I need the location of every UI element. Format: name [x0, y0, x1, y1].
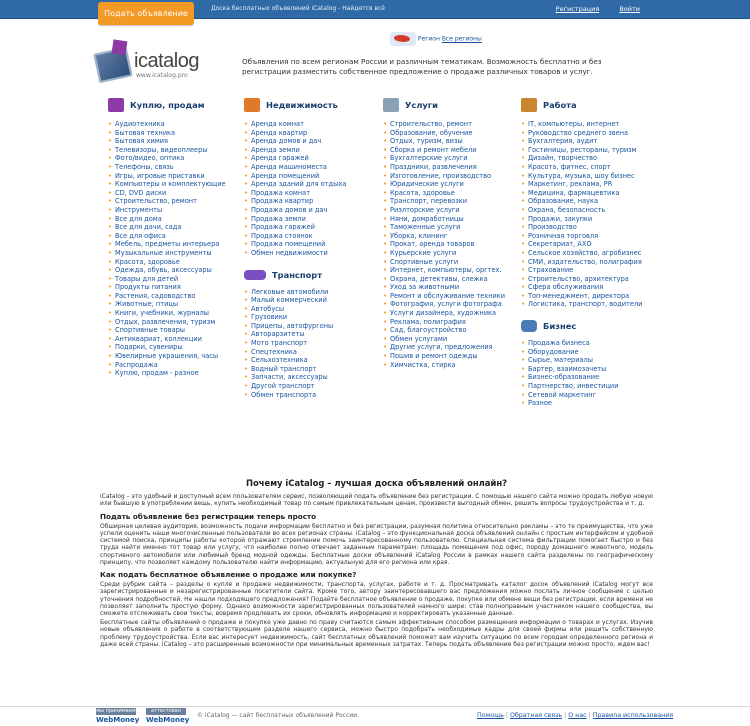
car-icon	[244, 270, 266, 280]
register-link[interactable]: Регистрация	[555, 5, 600, 13]
list-item	[244, 348, 384, 357]
region-value-link[interactable]: Все регионы	[441, 35, 482, 43]
footer-links: Помощь | Обратная связь | О нас | Правила использования	[477, 712, 674, 719]
list-item	[108, 163, 248, 172]
list-item	[108, 343, 248, 352]
category-link[interactable]: Охрана, детективы, слежка	[390, 274, 488, 283]
category-link[interactable]: Бизнес-образование	[528, 373, 600, 382]
category-link[interactable]: Бытовая техника	[115, 128, 176, 137]
list-item	[521, 258, 661, 267]
category-list	[521, 120, 661, 309]
category-title: Куплю, продам	[130, 100, 205, 110]
list-item	[244, 232, 384, 241]
category-link[interactable]: Прокат, аренда товаров	[390, 240, 475, 249]
list-item	[521, 300, 661, 309]
list-item	[108, 146, 248, 155]
category-link[interactable]: Праздники, развлечения	[390, 162, 477, 171]
list-item	[244, 206, 384, 215]
category-link[interactable]: Фото/видео, оптика	[115, 154, 185, 163]
category-link[interactable]: Пошив и ремонт одежды	[390, 352, 478, 361]
category-link[interactable]: Курьерские услуги	[390, 248, 457, 257]
category-link[interactable]: Куплю, продам - разное	[115, 369, 199, 378]
list-item	[521, 129, 661, 138]
article-subheading: Как подать бесплатное объявление о продаже или покупке?	[100, 570, 357, 580]
list-item	[244, 240, 384, 249]
category-link[interactable]: Одежда, обувь, аксессуары	[115, 266, 212, 275]
footer-link-feedback[interactable]: Обратная связь	[509, 712, 563, 719]
list-item	[244, 137, 384, 146]
list-item	[244, 322, 384, 331]
category-list	[521, 339, 661, 408]
category-link[interactable]: Продажа стоянок	[251, 231, 313, 240]
list-item	[108, 249, 248, 258]
shopping-bag-icon	[108, 98, 124, 112]
list-item	[108, 258, 248, 267]
category-link[interactable]: Ювелирные украшения, часы	[115, 352, 219, 361]
category-link[interactable]: Аренда земли	[251, 145, 300, 154]
list-item	[108, 154, 248, 163]
article-subheading: Подать объявление без регистрации теперь просто	[100, 511, 317, 521]
footer-divider	[0, 706, 750, 707]
category-link[interactable]: Спортивные товары	[115, 326, 186, 335]
list-item	[108, 283, 248, 292]
category-link[interactable]: Автобусы	[251, 304, 285, 313]
list-item	[108, 120, 248, 129]
category-link[interactable]: Отдых, развлечения, туризм	[115, 317, 216, 326]
list-item	[383, 300, 528, 309]
list-item	[521, 365, 661, 374]
category-link[interactable]: СМИ, издательство, полиграфия	[528, 257, 642, 266]
category-link[interactable]: Сырье, материалы	[528, 356, 593, 365]
list-item	[521, 356, 661, 365]
list-item	[521, 223, 661, 232]
list-item	[108, 275, 248, 284]
category-link[interactable]: Авторарзитеты	[251, 330, 305, 339]
category-link[interactable]: Продажа бизнеса	[528, 339, 590, 348]
category-link[interactable]: Мото транспорт	[251, 339, 308, 348]
list-item	[108, 232, 248, 241]
category-link[interactable]: Спецтехника	[251, 347, 297, 356]
list-item	[383, 258, 528, 267]
list-item	[383, 249, 528, 258]
category-link[interactable]: Производство	[528, 223, 577, 232]
list-item	[521, 172, 661, 181]
category-link[interactable]: Красота, здоровье	[115, 257, 180, 266]
list-item	[383, 154, 528, 163]
list-item	[108, 318, 248, 327]
list-item	[521, 197, 661, 206]
logo-url: www.icatalog.pro	[136, 72, 188, 79]
category-link[interactable]: Продукты питания	[115, 283, 181, 292]
list-item	[244, 189, 384, 198]
article-paragraph: Бесплатные сайты объявлений о продаже и покупке уже давно по праву считаются самым эффективным способом размещения информации о товарах и услугах. Изучив новые объявления о работе в соответствующем разделе нашего сервиса, можно быстро подобрать необходимые кадры для своей фирмы или решить собственную проблему трудоустройства. Если вас интересует недвижимость, сайт бесплатных объявлений поможет вам изучить ситуацию по всем городам определенного региона и даже всей страны. iCatalog – это расширенные возможности при минимальных временных затратах. Теперь подать объявление без регистрации можно просто, ждем вас!	[100, 619, 653, 648]
footer-link-about[interactable]: О нас	[568, 712, 587, 719]
category-link[interactable]: Строительство, ремонт	[115, 197, 197, 206]
list-item	[244, 146, 384, 155]
list-item	[108, 197, 248, 206]
list-item	[383, 232, 528, 241]
list-item	[108, 223, 248, 232]
list-item	[383, 215, 528, 224]
list-item	[521, 399, 661, 408]
category-title: Недвижимость	[266, 100, 338, 110]
category-link[interactable]: Бытовая химия	[115, 137, 169, 146]
list-item	[383, 120, 528, 129]
category-link[interactable]: Юридические услуги	[390, 180, 464, 189]
category-link[interactable]: Сельское хозяйство, агробизнес	[528, 248, 642, 257]
list-item	[521, 266, 661, 275]
category-link[interactable]: Бартер, взаимозачеты	[528, 364, 607, 373]
category-link[interactable]: Игры, игровые приставки	[115, 171, 205, 180]
category-link[interactable]: Все для дома	[115, 214, 162, 223]
category-title: Транспорт	[272, 269, 323, 280]
badge-caption: мы принимаем	[96, 708, 136, 714]
category-link[interactable]: Сетевой маркетинг	[528, 390, 597, 399]
category-link[interactable]: Музыкальные инструменты	[115, 248, 212, 257]
category-link[interactable]: Легковые автомобили	[251, 287, 329, 296]
list-item	[108, 215, 248, 224]
list-item	[521, 189, 661, 198]
category-title: Услуги	[405, 100, 438, 110]
copyright: © iCatalog — сайт бесплатных объявлений России.	[197, 712, 359, 719]
list-item	[108, 369, 248, 378]
region-label: Регион	[417, 35, 440, 43]
category-link[interactable]: Отдых, туризм, визы	[390, 137, 463, 146]
list-item	[108, 129, 248, 138]
list-item	[383, 163, 528, 172]
list-item	[521, 137, 661, 146]
top-links	[538, 5, 640, 13]
worker-icon	[521, 98, 537, 112]
list-item	[521, 339, 661, 348]
category-link[interactable]: Сборка и ремонт мебели	[390, 145, 477, 154]
list-item	[108, 189, 248, 198]
category-link[interactable]: Подарки, сувениры	[115, 343, 183, 352]
site-tagline: Доска бесплатных объявлений iCatalog - Найдется всё	[211, 5, 385, 12]
logo-text: icatalog	[134, 50, 199, 72]
category-link[interactable]: Бухгалтерия, аудит	[528, 137, 598, 146]
article-title: Почему iCatalog – лучшая доска объявлений онлайн?	[246, 478, 507, 488]
category-link[interactable]: Телевизоры, видеоплееры	[115, 145, 208, 154]
category-link[interactable]: Интернет, компьютеры, оргтех.	[390, 266, 502, 275]
category-link[interactable]: Аренда машиноместа	[251, 162, 327, 171]
tools-icon	[383, 98, 399, 112]
list-item	[521, 382, 661, 391]
category-link[interactable]: Услуги дизайнера, художника	[390, 309, 497, 318]
list-item	[383, 326, 528, 335]
list-item	[244, 305, 384, 314]
list-item	[108, 300, 248, 309]
category-link[interactable]: Продажа помещений	[251, 240, 326, 249]
category-link[interactable]: Грузовики	[251, 313, 288, 322]
category-link[interactable]: Реклама, полиграфия	[390, 317, 466, 326]
category-link[interactable]: Страхование	[528, 266, 574, 275]
list-item	[244, 172, 384, 181]
category-link[interactable]: Маркетинг, реклама, PR	[528, 180, 613, 189]
category-link[interactable]: Прицепы, автофургоны	[251, 321, 334, 330]
category-list	[244, 120, 384, 258]
badge-label: WebMoney	[146, 716, 190, 724]
column-realty	[244, 98, 384, 399]
list-item	[521, 146, 661, 155]
category-title: Работа	[543, 100, 577, 110]
list-item	[521, 249, 661, 258]
list-item	[108, 335, 248, 344]
category-link[interactable]: Разное	[528, 399, 552, 408]
category-link[interactable]: Телефоны, связь	[115, 162, 174, 171]
category-link[interactable]: Аренда квартир	[251, 128, 308, 137]
category-link[interactable]: Транспорт, перевозки	[390, 197, 468, 206]
list-item	[383, 223, 528, 232]
list-item	[383, 206, 528, 215]
category-link[interactable]: Дизайн, творчество	[528, 154, 598, 163]
list-item	[244, 129, 384, 138]
list-item	[244, 313, 384, 322]
category-link[interactable]: Образование, наука	[528, 197, 599, 206]
list-item	[383, 292, 528, 301]
category-link[interactable]: Спортивные услуги	[390, 257, 459, 266]
category-link[interactable]: Строительство, ремонт	[390, 120, 472, 128]
category-link[interactable]: Розничная торговля	[528, 231, 599, 240]
list-item	[108, 172, 248, 181]
list-item	[521, 275, 661, 284]
category-link[interactable]: Гостиницы, рестораны, туризм	[528, 145, 637, 154]
category-link[interactable]: Красота, фитнес, спорт	[528, 162, 611, 171]
category-link[interactable]: Продажа домов и дач	[251, 205, 328, 214]
list-item	[521, 391, 661, 400]
category-link[interactable]: Охрана, безопасность	[528, 205, 606, 214]
region-selector[interactable]	[390, 32, 482, 46]
category-link[interactable]: Логистика, транспорт, водители	[528, 300, 643, 309]
category-link[interactable]: Продажи, закупки	[528, 214, 593, 223]
category-link[interactable]: Культура, музыка, шоу бизнес	[528, 171, 635, 180]
category-link[interactable]: Аренда домов и дач	[251, 137, 322, 146]
category-link[interactable]: CD, DVD диски	[115, 188, 167, 197]
add-ad-button[interactable]: Подать объявление	[98, 2, 194, 25]
category-link[interactable]: IT, компьютеры, интернет	[528, 120, 620, 128]
list-item	[383, 240, 528, 249]
list-item	[521, 154, 661, 163]
category-list	[108, 120, 248, 378]
list-item	[244, 373, 384, 382]
list-item	[383, 318, 528, 327]
category-link[interactable]: Образование, обучение	[390, 128, 473, 137]
category-link[interactable]: Растения, садоводство	[115, 291, 196, 300]
list-item	[521, 215, 661, 224]
category-link[interactable]: Медицина, фармацевтика	[528, 188, 620, 197]
category-link[interactable]: Продажа гаражей	[251, 223, 315, 232]
list-item	[244, 382, 384, 391]
footer-link-rules[interactable]: Правила использования	[592, 712, 674, 719]
category-link[interactable]: Все для дачи, сада	[115, 223, 182, 232]
badge-label: WebMoney	[96, 716, 140, 724]
monitor-logo-icon	[93, 47, 132, 83]
category-link[interactable]: Партнерство, инвестиции	[528, 382, 619, 391]
list-item	[383, 266, 528, 275]
category-link[interactable]: Запчасти, аксессуары	[251, 373, 328, 382]
category-link[interactable]: Секретариат, АХО	[528, 240, 592, 249]
intro-text: Объявления по всем регионам России и различным тематикам. Возможность бесплатно и без регистрации разместить собственное предложение о продаже различных товаров и услуг.	[242, 57, 602, 76]
list-item	[244, 365, 384, 374]
list-item	[521, 240, 661, 249]
list-item	[383, 146, 528, 155]
category-link[interactable]: Строительство, архитектура	[528, 274, 629, 283]
category-link[interactable]: Аренда комнат	[251, 120, 304, 128]
list-item	[383, 361, 528, 370]
category-link[interactable]: Продажа квартир	[251, 197, 314, 206]
category-link[interactable]: Няни, домработницы	[390, 214, 464, 223]
list-item	[521, 373, 661, 382]
category-link[interactable]: Мебель, предметы интерьера	[115, 240, 220, 249]
category-link[interactable]: Другой транспорт	[251, 382, 315, 391]
list-item	[244, 163, 384, 172]
list-item	[383, 309, 528, 318]
list-item	[108, 326, 248, 335]
category-link[interactable]: Продажа комнат	[251, 188, 311, 197]
list-item	[244, 339, 384, 348]
list-item	[383, 275, 528, 284]
list-item	[383, 197, 528, 206]
webmoney-badge-accept[interactable]	[96, 708, 139, 724]
list-item	[383, 343, 528, 352]
article-paragraph: iCatalog – это удобный и доступный всем пользователям сервис, позволяющий подать объявление без регистрации. С помощью нашего сайта можно продать любую новую или бывшую в употреблении вещь, купить необходимый товар по самым привлекательным ценам, произвести выгодный обмен, решить вопросы трудоустройства и т. д.	[100, 493, 653, 508]
list-item	[521, 283, 661, 292]
category-link[interactable]: Компьютеры и комплектующие	[115, 180, 226, 189]
article-paragraph: Среди рубрик сайта – разделы о купле и продаже недвижимости, транспорта, услугах, работе и т. д. Просматривать каталог досок объявлений iCatalog могут все зарегистрированные и незарегистрированные посетители сайта. Кроме того, автору заинтересовавшего вас предложения можно послать личное сообщение с целью уточнения подробностей. Не нашли подходящего предложения? Подайте бесплатное объявление о продаже, покупке или обмене вещи без регистрации, если времени не позволяет заполнить простую форму. Однако возможности зарегистрированных пользователей намного шире: став полноправным участником нашего сообщества, вы сможете отслеживать свои тексты, вовремя продлевать их сроки, обновлять информацию и корректировать указанные данные.	[100, 581, 653, 618]
category-link[interactable]: Аренда помещений	[251, 171, 320, 180]
category-link[interactable]: Химчистка, стирка	[390, 360, 456, 369]
footer-link-help[interactable]: Помощь	[477, 712, 504, 719]
list-item	[108, 206, 248, 215]
list-item	[108, 352, 248, 361]
list-item	[108, 361, 248, 370]
briefcase-icon	[521, 320, 537, 332]
category-link[interactable]: Бухгалтерские услуги	[390, 154, 468, 163]
category-link[interactable]: Сад, благоустройство	[390, 326, 467, 335]
list-item	[244, 223, 384, 232]
list-item	[108, 292, 248, 301]
list-item	[108, 266, 248, 275]
list-item	[521, 120, 661, 129]
category-list	[244, 288, 384, 400]
category-link[interactable]: Животные, птицы	[115, 300, 179, 309]
category-link[interactable]: Сельхозтехника	[251, 356, 308, 365]
category-list	[383, 120, 528, 369]
list-item	[383, 335, 528, 344]
category-link[interactable]: Распродажа	[115, 360, 158, 369]
category-link[interactable]: Красота, здоровье	[390, 188, 455, 197]
category-link[interactable]: Уход за животными	[390, 283, 460, 292]
list-item	[244, 356, 384, 365]
list-item	[244, 180, 384, 189]
category-link[interactable]: Уборка, клининг	[390, 231, 448, 240]
building-icon	[244, 98, 260, 112]
badge-caption: аттестован	[146, 708, 186, 715]
category-link[interactable]: Обмен недвижимости	[251, 248, 328, 257]
category-link[interactable]: Водный транспорт	[251, 364, 317, 373]
list-item	[244, 288, 384, 297]
site-logo[interactable]	[94, 42, 214, 87]
list-item	[244, 391, 384, 400]
category-link[interactable]: Изготовление, производство	[390, 171, 492, 180]
category-link[interactable]: Руководство среднего звена	[528, 128, 629, 137]
category-link[interactable]: Фотография, услуги фотографа	[390, 300, 502, 309]
category-link[interactable]: Малый коммерческий	[251, 296, 327, 305]
list-item	[108, 240, 248, 249]
list-item	[244, 296, 384, 305]
list-item	[244, 120, 384, 129]
category-link[interactable]: Топ-менеджмент, директора	[528, 291, 630, 300]
category-link[interactable]: Книги, учебники, журналы	[115, 309, 209, 318]
webmoney-badge-attested[interactable]	[146, 708, 189, 724]
column-buy-sell	[108, 98, 248, 378]
category-link[interactable]: Товары для детей	[115, 274, 179, 283]
list-item	[521, 348, 661, 357]
list-item	[383, 172, 528, 181]
list-item	[244, 330, 384, 339]
category-link[interactable]: Сфера обслуживания	[528, 283, 604, 292]
list-item	[521, 180, 661, 189]
column-jobs	[521, 98, 661, 408]
list-item	[244, 197, 384, 206]
list-item	[383, 352, 528, 361]
category-link[interactable]: Обмен транспорта	[251, 390, 317, 399]
category-link[interactable]: Антиквариат, коллекции	[115, 334, 202, 343]
category-link[interactable]: Другие услуги, предложения	[390, 343, 493, 352]
category-link[interactable]: Аренда зданий для отдыха	[251, 180, 347, 189]
category-link[interactable]: Инструменты	[115, 205, 163, 214]
list-item	[383, 189, 528, 198]
list-item	[383, 180, 528, 189]
category-link[interactable]: Обмен услугами	[390, 334, 448, 343]
category-link[interactable]: Таможенные услуги	[390, 223, 461, 232]
list-item	[383, 129, 528, 138]
category-link[interactable]: Все для офиса	[115, 231, 166, 240]
category-link[interactable]: Оборудование	[528, 347, 579, 356]
list-item	[244, 215, 384, 224]
list-item	[383, 137, 528, 146]
category-link[interactable]: Ремонт и обслуживание техники	[390, 291, 506, 300]
list-item	[383, 283, 528, 292]
list-item	[521, 163, 661, 172]
category-title: Бизнес	[543, 321, 577, 332]
seo-article	[100, 480, 653, 650]
article-paragraph: Обширная целевая аудитория, возможность подачи информации бесплатно и без регистрации, разумная политика относительно рекламы – это те преимущества, что уже успели оценить наши многочисленные пользователи во всех регионах страны. iCatalog – это функциональная доска объявлений онлайн с простым интерфейсом и удобной системой поиска, принципы работы которой отражают стремление помочь заинтересованному пользователю. Специальная система фильтрации помогает быстро и без труда найти именно тот товар или услугу, что наиболее полно отвечает заданным параметрам: площадь помещения под офис, породу домашнего животного, модель спортивного автомобиля или любимый бренд модной одежды. Бесплатные доски объявлений iCatalog России в рамках нашего сайта разделены по географическому принципу, что позволяет каждому пользователю найти информацию, актуальную для его региона или края.	[100, 522, 653, 566]
list-item	[521, 232, 661, 241]
list-item	[244, 154, 384, 163]
category-link[interactable]: Продажа земли	[251, 214, 306, 223]
category-link[interactable]: Риэлторские услуги	[390, 205, 460, 214]
list-item	[521, 292, 661, 301]
list-item	[108, 309, 248, 318]
login-link[interactable]: Войти	[619, 5, 640, 13]
list-item	[521, 206, 661, 215]
category-link[interactable]: Аренда гаражей	[251, 154, 309, 163]
category-link[interactable]: Аудиотехника	[115, 120, 165, 128]
list-item	[108, 180, 248, 189]
list-item	[244, 249, 384, 258]
column-services	[383, 98, 528, 369]
list-item	[108, 137, 248, 146]
russia-map-icon	[390, 32, 416, 46]
